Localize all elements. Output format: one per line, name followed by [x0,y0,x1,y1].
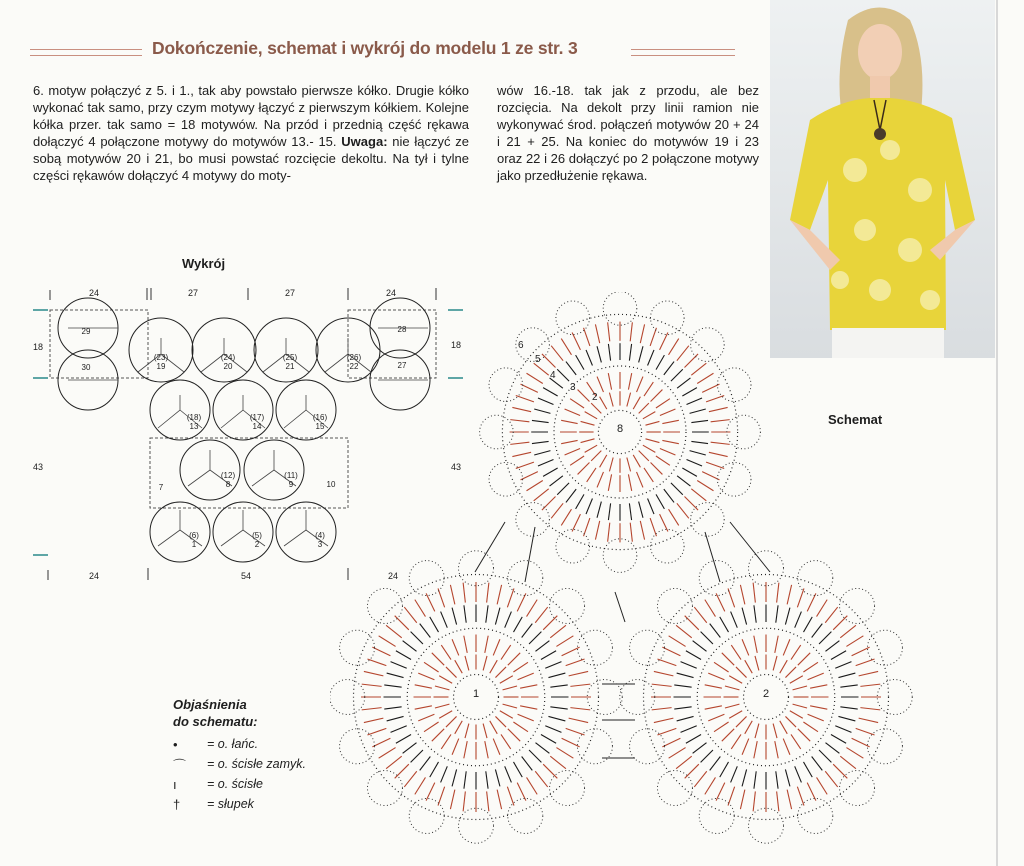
round-label: 4 [550,370,556,381]
motif-b: 9 [288,480,294,489]
round-label: 6 [518,340,524,351]
motif-b: 2 [254,540,260,549]
sleeve-label-29: 29 [81,327,91,336]
motif-a: (25) [282,353,298,362]
legend-item: † = słupek [173,796,254,812]
legend-item: ⌒ = o. ścisłe zamyk. [173,754,306,774]
header-rule-left [30,49,142,56]
motif-b: 15 [315,422,325,431]
legend-subtitle: do schematu: [173,714,258,729]
round-label: 5 [535,354,541,365]
motif-b: 14 [252,422,262,431]
motif-a: (5) [252,531,262,540]
dim-bottom-1: 24 [88,571,100,581]
motif-number: 2 [762,688,770,700]
legend-item: ı = o. ścisłe [173,776,263,792]
connector-arrow [475,522,505,572]
dim-top-1: 24 [88,288,100,298]
sleeve-label-27: 27 [397,361,407,370]
motif-b: 19 [156,362,166,371]
motif-a: (24) [220,353,236,362]
dim-top-4: 24 [385,288,397,298]
instructions-column-2 [497,82,759,185]
chart-legend [173,696,306,814]
connector-arrow [705,532,720,582]
motif-a: (6) [189,531,199,540]
motif-a: (23) [153,353,169,362]
page-edge [996,0,998,866]
sleeve-label-28: 28 [397,325,407,334]
slip-stitch-icon: ⌒ [173,757,187,773]
motif-a: (18) [186,413,202,422]
motif-b: 3 [317,540,323,549]
motif-a: (17) [249,413,265,422]
crochet-chart [330,292,925,862]
dim-side-3: 43 [32,462,44,472]
round-label: 2 [592,392,598,403]
dim-top-3: 27 [284,288,296,298]
instructions-text-1: 6. motyw połączyć z 5. i 1., tak aby powstało pierwsze kółko. Drugie kółko wykonać tak samo, przy czym motywy łączyć z pierwszym kółkiem. Kolejne kółka przer. tak samo = 18 motywów. Na przód i przednią część rękawa dołączyć 4 połączone motywy do motywów 13.- 15. [33,83,469,150]
motif-a: (11) [284,471,298,480]
motif-a: (12) [220,471,236,480]
motif-b: 8 [225,480,231,489]
instructions-text-1-tail: nie łączyć ze sobą motywów 20 i 21, bo musi powstać rozcięcie dekoltu. Na tył i tylne części rękawów dołączyć 4 motywy do moty- [33,134,469,184]
dim-side-4: 43 [450,462,462,472]
article-title: Dokończenie, schemat i wykrój do modelu 1 ze str. 3 [152,38,578,58]
double-crochet-icon: † [173,796,181,812]
article-header [30,38,735,64]
side-motif-10: 10 [326,480,336,489]
header-rule-right [631,49,735,56]
chain-stitch-icon: • [173,736,178,752]
motif-a: (16) [312,413,328,422]
connector-arrow [615,592,625,622]
dim-side-1: 18 [32,342,44,352]
motif-b: 13 [189,422,199,431]
motif-b: 20 [223,362,233,371]
dim-bottom-2: 54 [240,571,252,581]
round-label: 3 [570,382,576,393]
motif-b: 22 [349,362,359,371]
legend-title: Objaśnienia [173,697,247,712]
side-motif-7: 7 [158,483,164,492]
legend-item: • = o. łańc. [173,736,259,752]
dim-top-2: 27 [187,288,199,298]
motif-number: 8 [616,423,624,435]
instructions-text-2: wów 16.-18. tak jak z przodu, ale bez rozcięcia. Na dekolt przy linii ramion nie wykonywać środ. połączeń motywów 20 + 24 i 21 + 25. Na koniec do motywów 19 i 23 oraz 22 i 26 dołączyć po 2 połączone motywy jako przedłużenie rękawa. [497,83,759,184]
pattern-title: Wykrój [182,256,226,271]
motif-number: 1 [472,688,480,700]
chart-title: Schemat [828,412,883,427]
motif-b: 21 [285,362,295,371]
dim-side-2: 18 [450,340,462,350]
connector-arrow [730,522,770,572]
motif-a: (26) [346,353,362,362]
motif-b: 1 [191,540,197,549]
single-crochet-icon: ı [173,776,177,792]
note-label: Uwaga: [341,134,388,150]
motif-a: (4) [315,531,325,540]
instructions-column-1 [33,82,469,185]
sleeve-label-30: 30 [81,363,91,372]
dim-bottom-3: 24 [387,571,399,581]
